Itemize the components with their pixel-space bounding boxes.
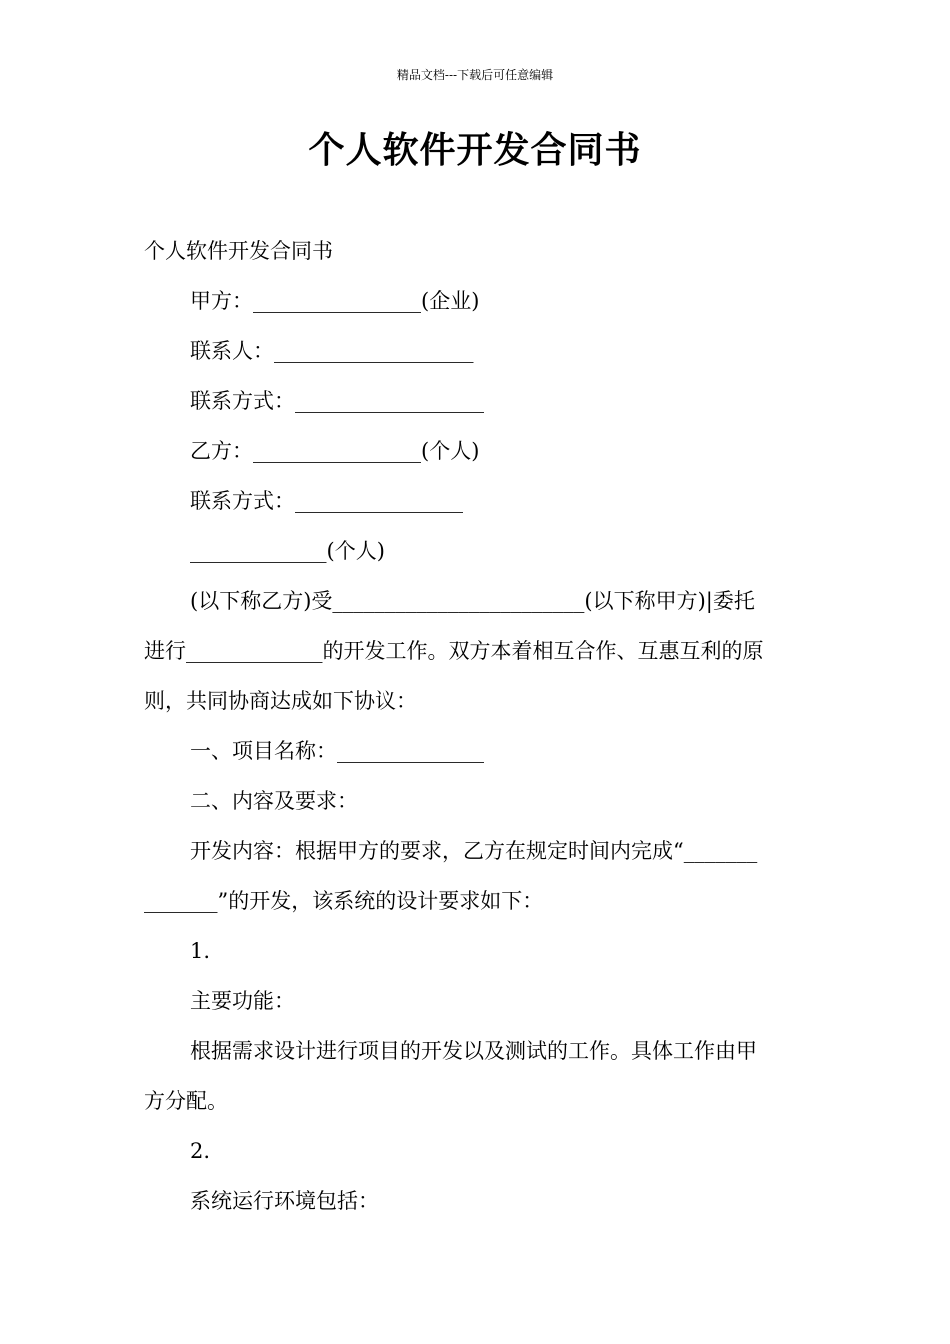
party-a-contact-info-line: 联系方式：__________________ <box>190 389 484 413</box>
section-1-project-name: 一、项目名称：______________ <box>190 739 484 763</box>
main-functions-line-2: 方分配。 <box>144 1089 228 1113</box>
party-b-line: 乙方：________________(个人) <box>190 439 480 463</box>
subtitle-line: 个人软件开发合同书 <box>144 239 333 263</box>
section-2-heading: 二、内容及要求： <box>190 789 358 813</box>
development-content-line-2: _______”的开发，该系统的设计要求如下： <box>144 889 544 913</box>
document-body <box>144 226 806 1226</box>
document-title: 个人软件开发合同书 <box>308 130 642 171</box>
commission-line-3: 则，共同协商达成如下协议： <box>144 689 417 713</box>
runtime-environment-heading: 系统运行环境包括： <box>190 1189 379 1213</box>
commission-line-1: (以下称乙方)受________________________(以下称甲方)|委托 <box>190 589 755 613</box>
page-header-note: 精品文档---下载后可任意编辑 <box>396 68 554 82</box>
party-b-name-line: _____________(个人) <box>190 539 385 563</box>
item-1-number: 1. <box>190 939 211 963</box>
commission-line-2: 进行_____________的开发工作。双方本着相互合作、互惠互利的原 <box>144 639 764 663</box>
party-a-contact-person-line: 联系人：___________________ <box>190 339 474 363</box>
main-functions-heading: 主要功能： <box>190 989 295 1013</box>
main-functions-line-1: 根据需求设计进行项目的开发以及测试的工作。具体工作由甲 <box>190 1039 757 1063</box>
party-b-contact-info-line: 联系方式：________________ <box>190 489 463 513</box>
party-a-line: 甲方：________________(企业) <box>190 289 480 313</box>
item-2-number: 2. <box>190 1139 211 1163</box>
development-content-line-1: 开发内容：根据甲方的要求，乙方在规定时间内完成“_______ <box>190 839 758 863</box>
